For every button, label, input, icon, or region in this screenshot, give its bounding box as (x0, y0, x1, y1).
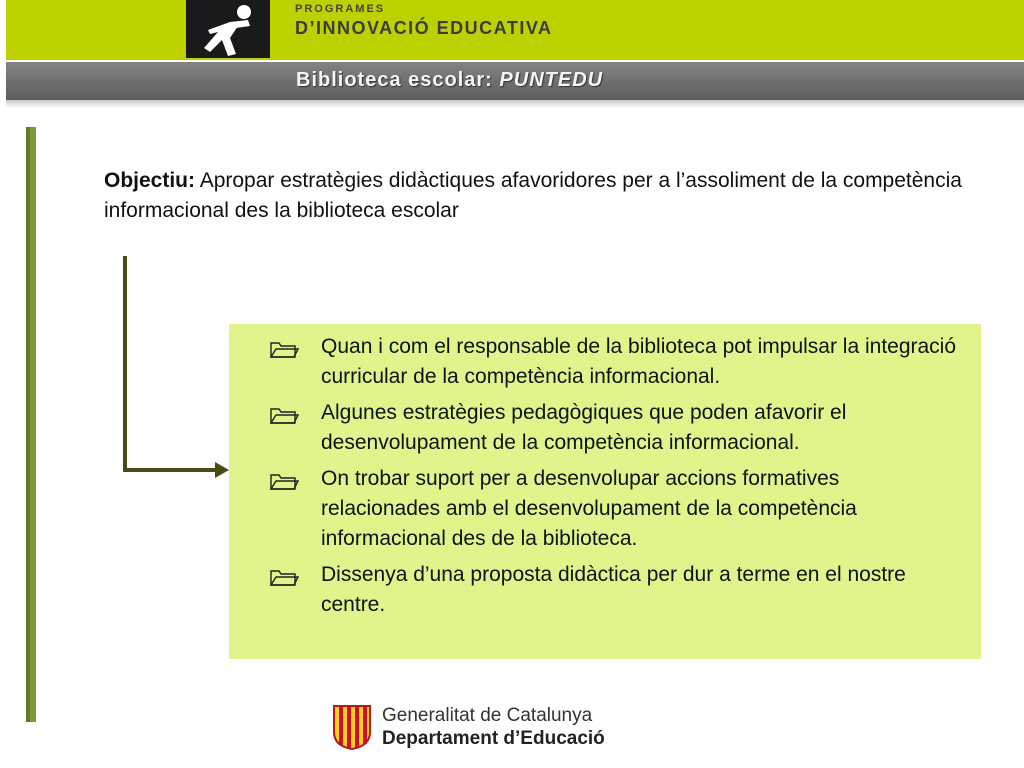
title-shadow (6, 100, 1024, 108)
generalitat-logo (332, 704, 372, 755)
list-item-text: Dissenya d’una proposta didàctica per dur a terme en el nostre centre. (321, 563, 906, 616)
page-title (296, 69, 603, 92)
objective-body: Apropar estratègies didàctiques afavoridores per a l’assoliment de la competència informacional des la biblioteca escolar (104, 169, 962, 222)
arrow-right-icon (215, 462, 229, 478)
runner-icon (186, 0, 270, 58)
program-logo (186, 0, 270, 58)
list-item-text: Quan i com el responsable de la biblioteca pot impulsar la integració curricular de la competència informacional. (321, 335, 957, 388)
connector-horizontal (123, 468, 219, 472)
open-folder-icon (269, 566, 299, 596)
open-folder-icon (269, 470, 299, 500)
list-item (269, 560, 961, 620)
bullet-list (229, 324, 981, 659)
list-item (269, 332, 961, 392)
list-item (269, 398, 961, 458)
open-folder-icon (269, 338, 299, 368)
list-item-text: On trobar suport per a desenvolupar accions formatives relacionades amb el desenvolupament de la competència informacional des de la biblioteca. (321, 467, 857, 550)
connector-vertical (123, 256, 127, 472)
footer-line1: Generalitat de Catalunya (382, 705, 593, 726)
footer-institution (382, 706, 605, 748)
objective-label: Objectiu: (104, 169, 196, 192)
title-emphasis: PUNTEDU (499, 69, 604, 91)
list-item (269, 464, 961, 554)
objective-text (104, 166, 984, 226)
left-accent-bar (26, 127, 36, 722)
footer-line2: Departament d’Educació (382, 728, 605, 749)
senyera-shield-icon (332, 704, 372, 750)
list-item-text: Algunes estratègies pedagògiques que poden afavorir el desenvolupament de la competència informacional. (321, 401, 847, 454)
program-name (295, 4, 553, 37)
title-prefix: Biblioteca escolar: (296, 69, 493, 91)
program-line1: PROGRAMES (295, 3, 386, 15)
open-folder-icon (269, 404, 299, 434)
program-line2: D’INNOVACIÓ EDUCATIVA (295, 18, 553, 38)
